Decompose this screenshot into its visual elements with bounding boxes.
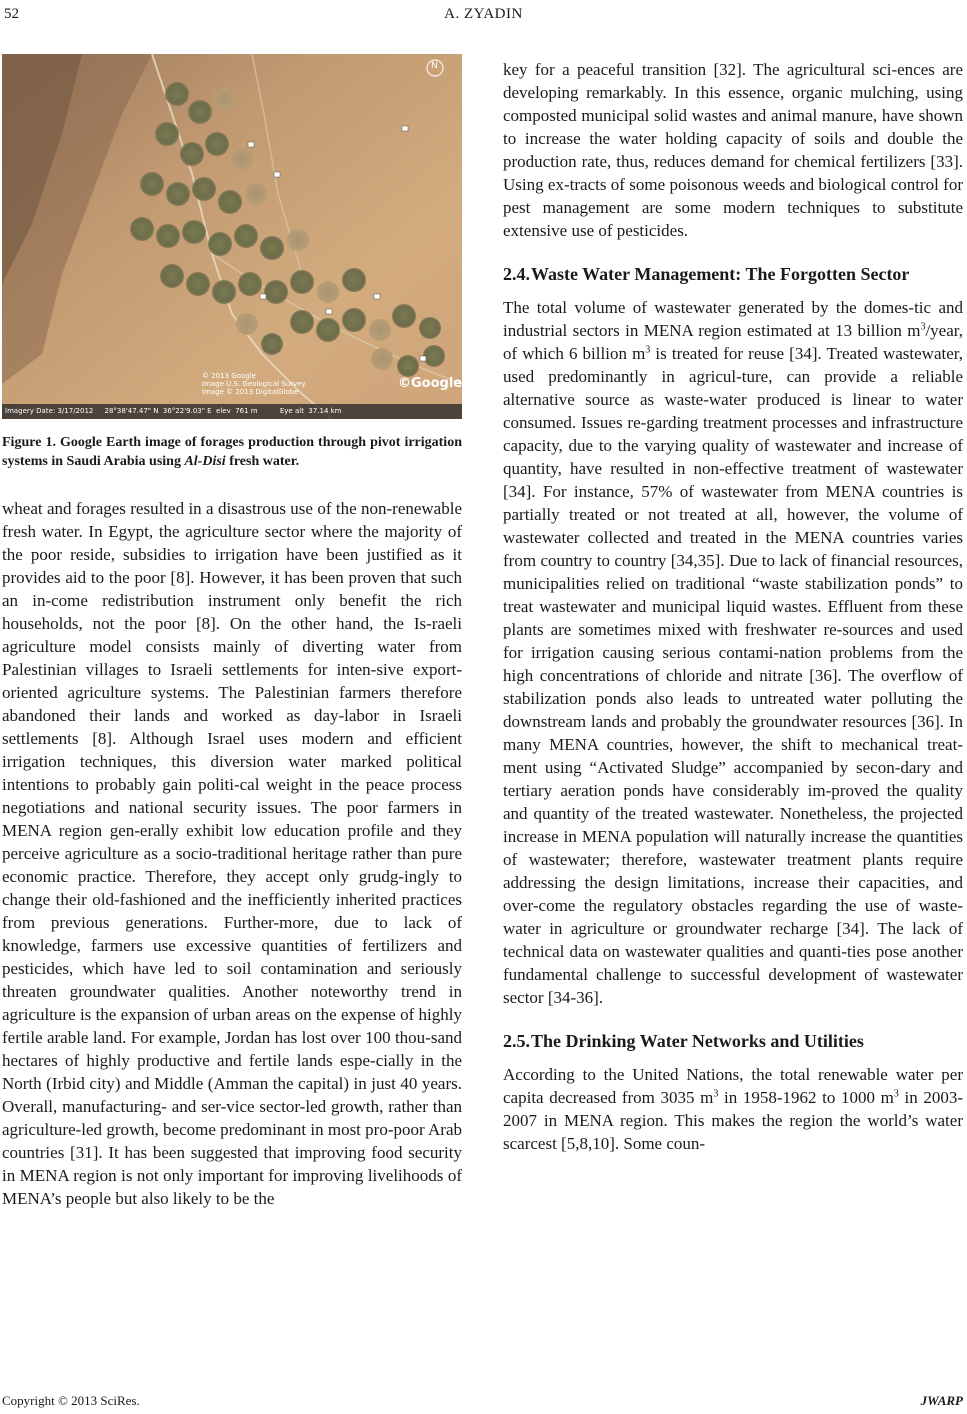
- section-title: Waste Water Management: The Forgotten Sector: [531, 264, 910, 284]
- left-paragraph: wheat and forages resulted in a disastrous use of the non-renewable fresh water. In Egypt, the agriculture sector where the majority of the poor reside, subsidies to irrigation have been justified as it provides aid to the poor [8]. However, it has been proven that such an in-come redistribution instrument only benefit the rich households, not the poor [8]. On the other hand, the Is-raeli agriculture model consists mainly of diverting water from Palestinian villages to Israeli settlements for inten-sive export-oriented agriculture systems. The Palestinian farmers therefore abandoned their lands and worked as day-labor in Israeli settlements [8]. Although Israel uses modern and efficient irrigation techniques, this diversion water marked political intentions to probably gain politi-cal weight in the peace process negotiations and national security issues. The poor farmers in MENA region gen-erally exhibit low education profile and they perceive agriculture as a socio-traditional heritage rather than pure economic practice. Therefore, they accept only grudg-ingly to change their old-fashioned and the inefficiently inherited practices from previous generations. Further-more, due to lack of knowledge, farmers use excessive quantities of fertilizers and pesticides, which have led to soil contamination and seriously threaten groundwater qualities. Another noteworthy trend in agriculture is the expansion of urban areas on the expense of highly fertile arable land. For example, Jordan has lost over 100 thou-sand hectares of highly productive and fertile lands espe-cially in the North (Irbid city) and Middle (Amman the capital) in just 40 years. Overall, manufacturing- and ser-vice sector-led growth, rather than agriculture-led growth, become predominant in most pro-poor Arab countries [31]. It has been suggested that improving food security in MENA region is not only important for improving livelihoods of MENA’s people but also likely to be the: [2, 499, 462, 1208]
- satellite-image: [2, 54, 462, 419]
- figure-caption: [2, 433, 462, 471]
- footer-journal: JWARP: [920, 1393, 963, 1408]
- compass-label: N: [431, 61, 438, 71]
- figure-satellite-image: [2, 54, 462, 419]
- caption-emphasis: Al-Disi: [184, 454, 226, 469]
- left-column: [2, 54, 462, 1210]
- image-status-bar: Imagery Date: 3/17/2012 28°38'47.47" N 36°22'9.03" E elev 761 m Eye alt 37.14 km: [5, 407, 342, 415]
- caption-text: Figure 1. Google Earth image of forages production through pivot irrigation systems in Saudi Arabia using: [2, 435, 462, 469]
- right-column: [503, 58, 963, 1155]
- page-number: 52: [4, 6, 19, 22]
- paragraph-agriculture-end: key for a peaceful transition [32]. The agricultural sci-ences are developing remarkably. In this essence, organic mulching, using composted municipal solid wastes and animal manure, have shown to increase the water holding capacity of soils and double the production rate, thus, reduces demand for chemical fertilizers [33]. Using ex-tracts of some poisonous weeds and biological control for pest management are some modern techniques to substitute extensive use of pesticides.: [503, 60, 963, 240]
- running-head: A. ZYADIN: [444, 6, 523, 22]
- page-header: [0, 0, 967, 40]
- section-heading-2-5: [503, 1029, 963, 1053]
- section-heading-2-4: [503, 262, 963, 286]
- google-logo: ©Google: [398, 376, 462, 391]
- footer-copyright: Copyright © 2013 SciRes.: [2, 1393, 140, 1408]
- section-number: 2.4.: [503, 264, 530, 284]
- paragraph-wastewater: The total volume of wastewater generated by the domes-tic and industrial sectors in MENA region estimated at 13 billion $m^3$/year, of which 6 billion $m^3$ is treated for reuse [34]. Treated wastewater, used predominantly in agricul-ture, can provide a reliable alternative source as waste-water produced is linear to water consumed. Issues re-garding treatment processes and infrastructure capacity, due to the varying quality of wastewater and increase of quantity, have resulted in non-effective treatment of wastewater [34]. For instance, 57% of wastewater from MENA countries is partially treated or not treated at all, however, the volume of wastewater collected and treated in the MENA countries varies from country to country [34,35]. Due to lack of financial resources, municipalities relied on traditional “waste stabilization ponds” to treat wastewater and municipal liquid wastes. Effluent from these plants are sometimes mixed with freshwater re-sources and used for irrigation causing serious contami-nation problems from the high concentrations of chloride and nitrate [36]. The overflow of stabilization ponds also leads to untreated water polluting the downstream lands and probably the groundwater resources [36]. In many MENA countries, however, the shift to mechanical treat-ment using “Activated Sludge” accompanied by secon-dary and tertiary aeration ponds have considerably im-proved the quality and quantity of the treated wastewater. Nonetheless, the projected increase in MENA population will naturally increase the quantities of wastewater; therefore, wastewater treatment plants require addressing the design limitations, increase their capacities, and over-come the regulatory obstacles regarding the use of waste-water in agriculture or groundwater recharge [34]. The lack of technical data on wastewater qualities and quanti-ties pose another fundamental challenge to successful development of wastewater sector [34-36].: [503, 298, 963, 1007]
- section-number: 2.5.: [503, 1031, 530, 1051]
- image-copyright-overlay: © 2013 Google Image U.S. Geological Survey Image © 2013 DigitalGlobe: [202, 372, 306, 396]
- section-title: The Drinking Water Networks and Utilities: [531, 1031, 864, 1051]
- caption-text-end: fresh water.: [225, 454, 300, 469]
- paragraph-drinking-water: According to the United Nations, the total renewable water per capita decreased from 3035 $m^3$ in 1958-1962 to 1000 $m^3$ in 2003-2007 in MENA region. This makes the region the world’s water scarcest [5,8,10]. Some coun-: [503, 1065, 963, 1153]
